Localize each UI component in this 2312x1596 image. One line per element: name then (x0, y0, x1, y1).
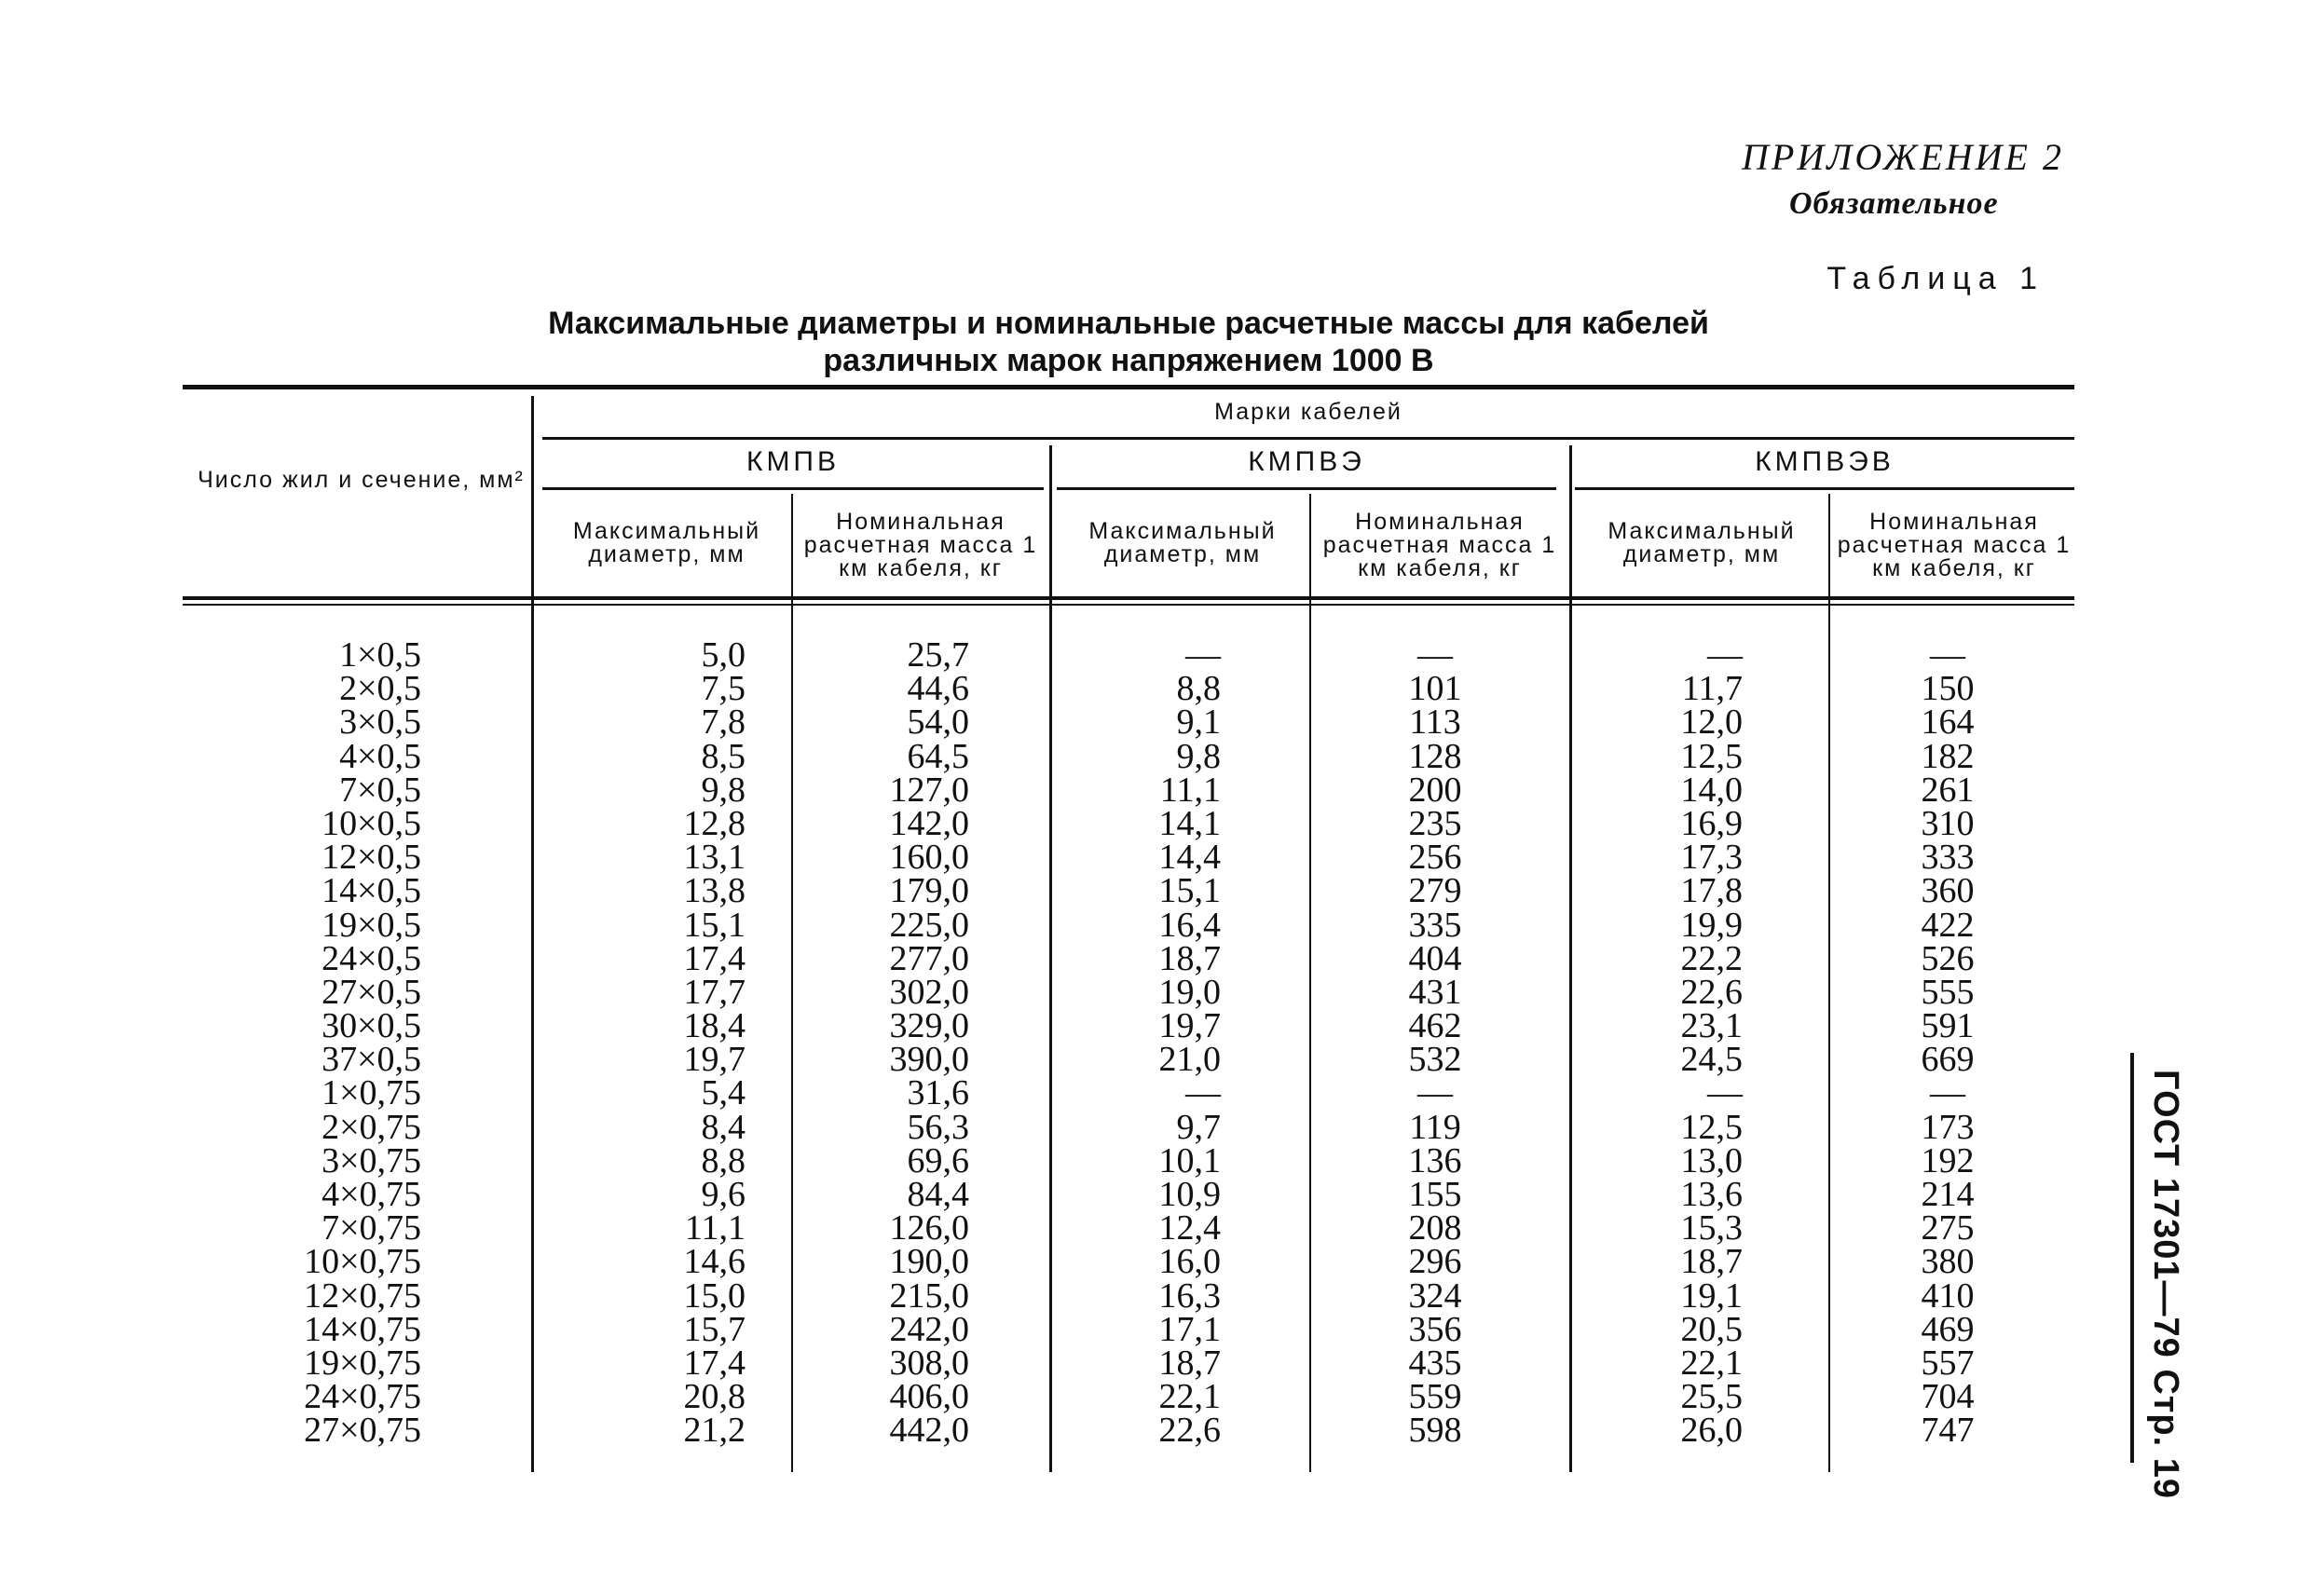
table-cell: 1×0,75 (321, 1073, 421, 1113)
table-cell: 10×0,75 (304, 1242, 421, 1282)
table-cell: 296 (1408, 1242, 1462, 1282)
sub-header-mass-1: Номинальная расчетная масса 1 км кабеля, кг (803, 509, 1038, 581)
sub-header-mass-3: Номинальная расчетная масса 1 км кабеля, кг (1837, 509, 2072, 581)
table-cell: 13,8 (683, 871, 746, 911)
col-divider-4 (1309, 494, 1311, 1472)
table-cell: 12,0 (1680, 703, 1743, 743)
table-cell: 17,4 (683, 1343, 746, 1383)
table-cell: 16,0 (1158, 1242, 1221, 1282)
table-cell: 261 (1921, 770, 1975, 810)
table-cell: — (1930, 635, 1965, 675)
brand-rule-1 (542, 487, 1044, 490)
table-cell: 3×0,5 (339, 703, 421, 743)
table-cell: 136 (1408, 1140, 1462, 1180)
col-kmpve-diameter (1090, 635, 1221, 1451)
table-cell: 435 (1408, 1343, 1462, 1383)
table-cell: 44,6 (907, 669, 969, 709)
table-cell: 215,0 (889, 1275, 969, 1316)
table-cell: 13,0 (1680, 1140, 1743, 1180)
table-cell: 410 (1921, 1275, 1975, 1316)
table-cell: 182 (1921, 736, 1975, 776)
stub-header: Число жил и сечение, мм² (198, 467, 525, 493)
table-cell: 16,4 (1158, 905, 1221, 945)
table-cell: — (1185, 635, 1221, 675)
side-rule (2130, 1053, 2134, 1463)
table-cell: 10×0,5 (321, 803, 421, 843)
table-cell: 18,7 (1158, 938, 1221, 978)
table-cell: 5,0 (701, 635, 746, 675)
brand-kmpvev: КМПВЭВ (1755, 446, 1895, 477)
table-cell: 23,1 (1680, 1006, 1743, 1046)
table-cell: 442,0 (889, 1411, 969, 1451)
table-cell: 200 (1408, 770, 1462, 810)
col-divider-2 (791, 494, 793, 1472)
table-cell: 9,8 (701, 770, 746, 810)
col-divider-1 (531, 396, 534, 1472)
col-kmpvev-mass (1892, 635, 2004, 1451)
table-cell: 10,1 (1158, 1140, 1221, 1180)
table-cell: 8,8 (1176, 669, 1221, 709)
table-cell: 279 (1408, 871, 1462, 911)
table-cell: — (1707, 635, 1743, 675)
group-header-rule (542, 437, 2074, 440)
table-cell: 19,9 (1680, 905, 1743, 945)
table-cell: 275 (1921, 1208, 1975, 1248)
table-cell: 127,0 (889, 770, 969, 810)
table-cell: 235 (1408, 803, 1462, 843)
table-cell: 17,4 (683, 938, 746, 978)
table-cell: 4×0,75 (321, 1175, 421, 1214)
col-kmpvev-diameter (1612, 635, 1743, 1451)
table-cell: 9,1 (1176, 703, 1221, 743)
table-cell: 17,8 (1680, 871, 1743, 911)
table-cell: 27×0,5 (321, 972, 421, 1012)
table-cell: 462 (1408, 1006, 1462, 1046)
table-cell: 12×0,5 (321, 838, 421, 878)
table-cell: 12,5 (1680, 736, 1743, 776)
table-cell: 8,5 (701, 736, 746, 776)
table-cell: 4×0,5 (339, 736, 421, 776)
header-bottom-rule-2 (183, 604, 2074, 606)
appendix-title: ПРИЛОЖЕНИЕ 2 (1742, 136, 2064, 178)
table-cell: 19,7 (1158, 1006, 1221, 1046)
table-cell: 21,0 (1158, 1040, 1221, 1080)
table-cell: 335 (1408, 905, 1462, 945)
table-cell: 214 (1921, 1175, 1975, 1214)
brand-rule-2 (1057, 487, 1556, 490)
table-cell: 160,0 (889, 838, 969, 878)
table-cell: 17,3 (1680, 838, 1743, 878)
table-cell: 380 (1921, 1242, 1975, 1282)
table-cell: 356 (1408, 1309, 1462, 1349)
table-cell: 17,1 (1158, 1309, 1221, 1349)
table-cell: 747 (1921, 1411, 1975, 1451)
table-cell: — (1930, 1073, 1965, 1113)
col-kmpve-mass (1375, 635, 1496, 1451)
table-cell: 208 (1408, 1208, 1462, 1248)
table-cell: 164 (1921, 703, 1975, 743)
table-cell: 422 (1921, 905, 1975, 945)
sub-header-diameter-3: Максимальный диаметр, мм (1607, 518, 1796, 567)
table-cell: 22,6 (1158, 1411, 1221, 1451)
table-cell: 256 (1408, 838, 1462, 878)
table-cell: 37×0,5 (321, 1040, 421, 1080)
table-cell: 669 (1921, 1040, 1975, 1080)
table-cell: 11,7 (1681, 669, 1743, 709)
table-label: Таблица 1 (1826, 261, 2045, 296)
table-cell: — (1707, 1073, 1743, 1113)
table-cell: 155 (1408, 1175, 1462, 1214)
table-cell: 20,5 (1680, 1309, 1743, 1349)
table-cell: 704 (1921, 1377, 1975, 1417)
table-cell: 18,4 (683, 1006, 746, 1046)
table-cell: 113 (1409, 703, 1461, 743)
header-bottom-rule (183, 596, 2074, 600)
table-cell: 14,1 (1158, 803, 1221, 843)
table-cell: 7×0,5 (339, 770, 421, 810)
table-cell: 69,6 (907, 1140, 969, 1180)
brand-kmpv: КМПВ (746, 446, 841, 477)
table-cell: 56,3 (907, 1107, 969, 1147)
table-cell: 84,4 (907, 1175, 969, 1214)
table-cell: 14,0 (1680, 770, 1743, 810)
table-cell: 16,3 (1158, 1275, 1221, 1316)
table-cell: 8,8 (701, 1140, 746, 1180)
table-cell: 142,0 (889, 803, 969, 843)
brand-kmpve: КМПВЭ (1248, 446, 1365, 477)
table-cell: 20,8 (683, 1377, 746, 1417)
table-cell: 591 (1921, 1006, 1975, 1046)
table-cell: 324 (1408, 1275, 1462, 1316)
table-cell: 431 (1408, 972, 1462, 1012)
table-cell: — (1417, 635, 1453, 675)
table-cell: 24,5 (1680, 1040, 1743, 1080)
table-cell: 406,0 (889, 1377, 969, 1417)
table-cell: 310 (1921, 803, 1975, 843)
table-cell: 1×0,5 (339, 635, 421, 675)
table-cell: — (1185, 1073, 1221, 1113)
table-cell: 150 (1921, 669, 1975, 709)
table-cell: 27×0,75 (304, 1411, 421, 1451)
appendix-status: Обязательное (1789, 186, 1999, 221)
table-caption-line1: Максимальные диаметры и номинальные расчетные массы для кабелей (548, 306, 1709, 341)
table-cell: 31,6 (907, 1073, 969, 1113)
table-cell: 404 (1408, 938, 1462, 978)
top-rule (183, 385, 2074, 389)
table-cell: 7,5 (701, 669, 746, 709)
table-cell: 101 (1408, 669, 1462, 709)
table-cell: 9,6 (701, 1175, 746, 1214)
table-cell: 14,4 (1158, 838, 1221, 878)
table-cell: 12,4 (1158, 1208, 1221, 1248)
table-cell: 14×0,75 (304, 1309, 421, 1349)
table-cell: 598 (1408, 1411, 1462, 1451)
table-cell: 25,5 (1680, 1377, 1743, 1417)
table-cell: 8,4 (701, 1107, 746, 1147)
table-cell: 18,7 (1680, 1242, 1743, 1282)
table-cell: 10,9 (1158, 1175, 1221, 1214)
table-cell: 526 (1921, 938, 1975, 978)
table-cell: 21,2 (683, 1411, 746, 1451)
table-cell: 19,1 (1680, 1275, 1743, 1316)
table-cell: — (1417, 1073, 1453, 1113)
table-cell: 12×0,75 (304, 1275, 421, 1316)
table-cell: 5,4 (701, 1073, 746, 1113)
col-kmpv-diameter (568, 635, 746, 1451)
table-cell: 18,7 (1158, 1343, 1221, 1383)
table-cell: 12,8 (683, 803, 746, 843)
table-cell: 128 (1408, 736, 1462, 776)
table-cell: 557 (1921, 1343, 1975, 1383)
table-cell: 2×0,75 (321, 1107, 421, 1147)
table-cell: 559 (1408, 1377, 1462, 1417)
col-divider-5 (1569, 445, 1572, 1472)
table-cell: 14×0,5 (321, 871, 421, 911)
table-cell: 308,0 (889, 1343, 969, 1383)
table-cell: 17,7 (683, 972, 746, 1012)
table-cell: 24×0,5 (321, 938, 421, 978)
table-cell: 555 (1921, 972, 1975, 1012)
table-cell: 277,0 (889, 938, 969, 978)
table-cell: 126,0 (889, 1208, 969, 1248)
group-header: Марки кабелей (1214, 399, 1402, 425)
table-cell: 302,0 (889, 972, 969, 1012)
table-cell: 390,0 (889, 1040, 969, 1080)
table-cell: 11,1 (684, 1208, 746, 1248)
table-cell: 225,0 (889, 905, 969, 945)
table-cell: 13,1 (683, 838, 746, 878)
sub-header-diameter-2: Максимальный диаметр, мм (1088, 518, 1277, 567)
table-cell: 24×0,75 (304, 1377, 421, 1417)
table-cell: 19,7 (683, 1040, 746, 1080)
table-cell: 19×0,5 (321, 905, 421, 945)
table-cell: 7×0,75 (321, 1208, 421, 1248)
table-cell: 22,6 (1680, 972, 1743, 1012)
table-cell: 15,7 (683, 1309, 746, 1349)
table-cell: 15,3 (1680, 1208, 1743, 1248)
col-divider-6 (1828, 494, 1830, 1472)
table-caption-line2: различных марок напряжением 1000 В (823, 343, 1434, 378)
table-cell: 3×0,75 (321, 1140, 421, 1180)
table-cell: 532 (1408, 1040, 1462, 1080)
table-cell: 54,0 (907, 703, 969, 743)
table-cell: 25,7 (907, 635, 969, 675)
table-cell: 64,5 (907, 736, 969, 776)
table-cell: 333 (1921, 838, 1975, 878)
table-cell: 242,0 (889, 1309, 969, 1349)
table-cell: 15,0 (683, 1275, 746, 1316)
table-cell: 16,9 (1680, 803, 1743, 843)
table-cell: 2×0,5 (339, 669, 421, 709)
table-cell: 11,1 (1159, 770, 1221, 810)
table-cell: 15,1 (1158, 871, 1221, 911)
table-cell: 329,0 (889, 1006, 969, 1046)
table-cell: 192 (1921, 1140, 1975, 1180)
table-cell: 9,7 (1176, 1107, 1221, 1147)
table-cell: 179,0 (889, 871, 969, 911)
table-cell: 22,1 (1158, 1377, 1221, 1417)
table-cell: 190,0 (889, 1242, 969, 1282)
col-divider-3 (1049, 445, 1052, 1472)
table-cell: 30×0,5 (321, 1006, 421, 1046)
table-cell: 19,0 (1158, 972, 1221, 1012)
table-cell: 14,6 (683, 1242, 746, 1282)
table-cell: 173 (1921, 1107, 1975, 1147)
table-cell: 9,8 (1176, 736, 1221, 776)
sub-header-diameter-1: Максимальный диаметр, мм (572, 518, 761, 567)
col-cores-section (224, 635, 421, 1451)
table-cell: 119 (1409, 1107, 1461, 1147)
col-kmpv-mass (820, 635, 969, 1451)
sub-header-mass-2: Номинальная расчетная масса 1 км кабеля, кг (1322, 509, 1557, 581)
table-cell: 22,2 (1680, 938, 1743, 978)
table-cell: 12,5 (1680, 1107, 1743, 1147)
table-cell: 360 (1921, 871, 1975, 911)
table-cell: 13,6 (1680, 1175, 1743, 1214)
running-head: ГОСТ 17301—79 Стр. 19 (2146, 1070, 2185, 1500)
table-cell: 19×0,75 (304, 1343, 421, 1383)
table-cell: 15,1 (683, 905, 746, 945)
table-cell: 7,8 (701, 703, 746, 743)
table-cell: 469 (1921, 1309, 1975, 1349)
table-cell: 22,1 (1680, 1343, 1743, 1383)
table-cell: 26,0 (1680, 1411, 1743, 1451)
brand-rule-3 (1575, 487, 2074, 490)
